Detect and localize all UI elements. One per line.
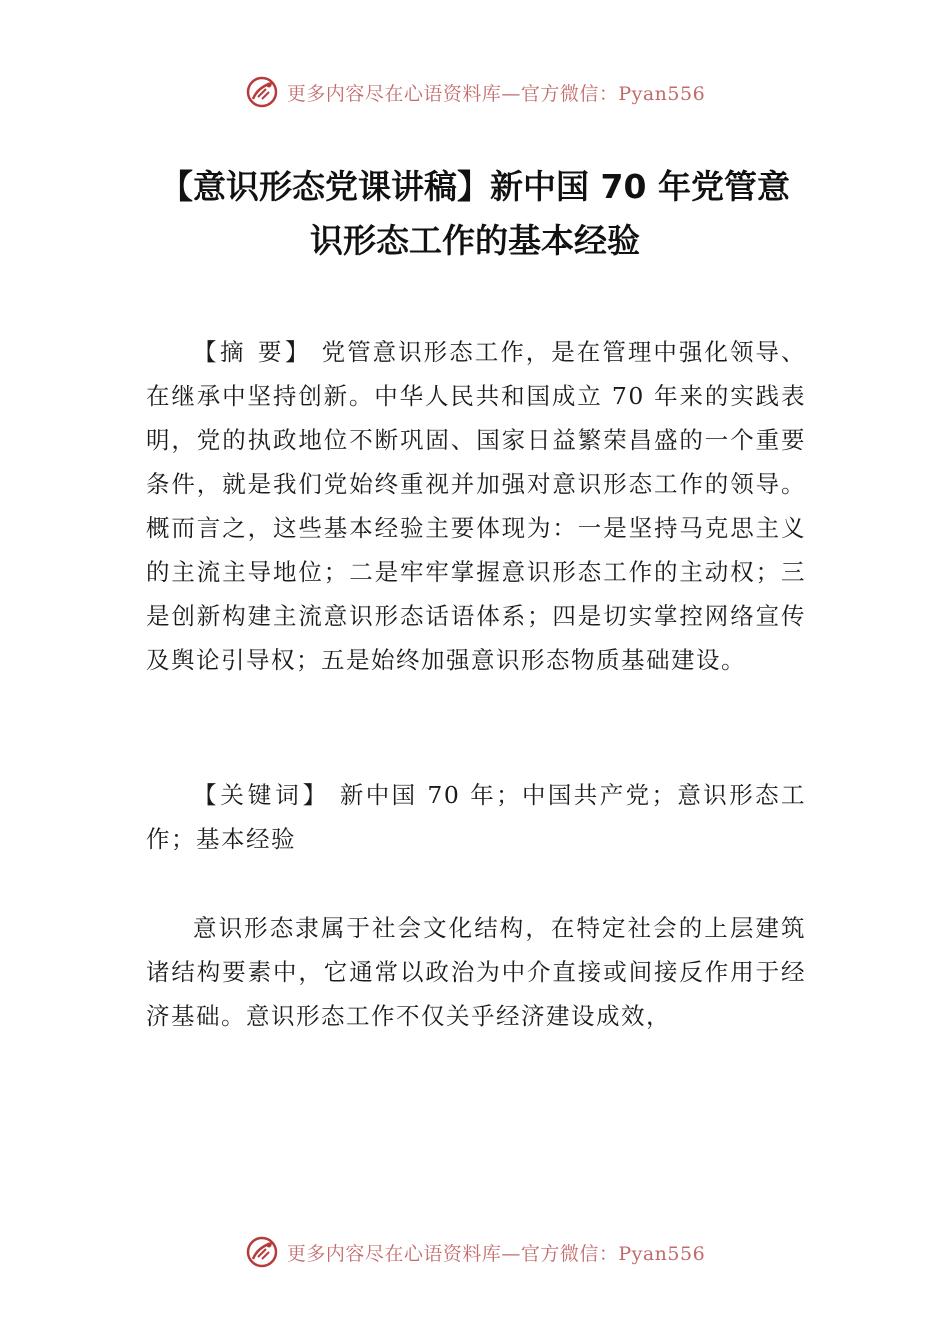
- title-line-2: 识形态工作的基本经验: [310, 221, 640, 260]
- abstract-paragraph: [146, 330, 806, 682]
- red-circle-logo-icon: [245, 75, 279, 109]
- abstract-text: 党管意识形态工作，是在管理中强化领导、在继承中坚持创新。中华人民共和国成立 70 年来的实践表明，党的执政地位不断巩固、国家日益繁荣昌盛的一个重要条件，就是我们党始终重视并加强对意识形态工作的领导。概而言之，这些基本经验主要体现为：一是坚持马克思主义的主流主导地位；二是牢牢掌握意识形态工作的主动权；三是创新构建主流意识形态话语体系；四是切实掌控网络宣传及舆论引导权；五是始终加强意识形态物质基础建设。: [146, 338, 806, 674]
- header-banner: [0, 72, 950, 112]
- keywords-text: 新中国 70 年；中国共产党；意识形态工作；基本经验: [146, 781, 807, 853]
- keywords-paragraph: [146, 773, 806, 861]
- red-circle-logo-icon: [245, 1235, 279, 1269]
- footer-banner: [0, 1232, 950, 1272]
- abstract-label: 【摘 要】: [193, 338, 313, 366]
- header-banner-text: 更多内容尽在心语资料库—官方微信：Pyan556: [286, 82, 706, 105]
- intro-paragraph: 意识形态隶属于社会文化结构，在特定社会的上层建筑诸结构要素中，它通常以政治为中介直接或间接反作用于经济基础。意识形态工作不仅关乎经济建设成效，: [146, 914, 806, 1030]
- document-title: [150, 160, 800, 268]
- footer-banner-text: 更多内容尽在心语资料库—官方微信：Pyan556: [286, 1242, 706, 1265]
- title-line-1: 【意识形态党课讲稿】新中国 70 年党管意: [160, 167, 790, 206]
- keywords-label: 【关键词】: [193, 781, 330, 809]
